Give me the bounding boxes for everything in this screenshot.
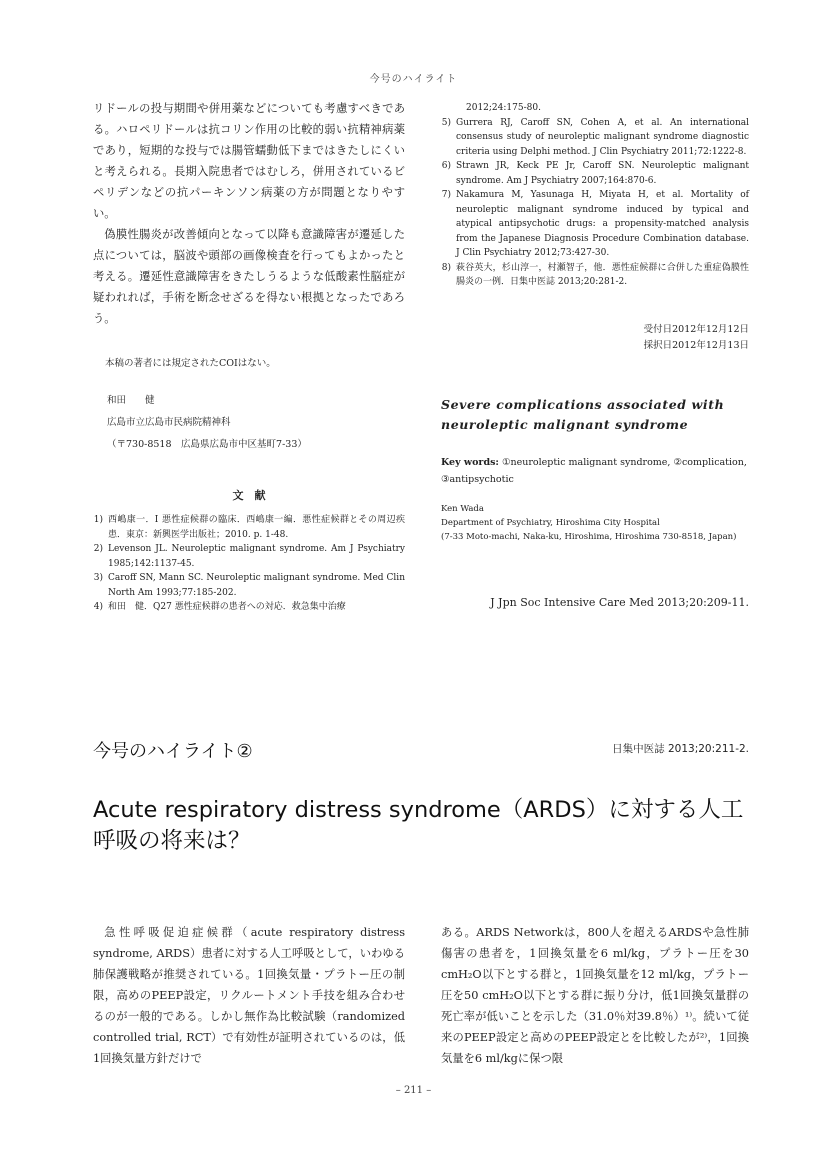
- coi-statement: 本稿の著者には規定されたCOIはない。: [105, 358, 276, 369]
- reference-item: 4) 和田 健．Q27 悪性症候群の患者への対応．救急集中治療: [93, 602, 346, 612]
- article-right-column: [441, 922, 749, 1069]
- left-body-text: [93, 98, 405, 329]
- author-block: [107, 390, 407, 456]
- reference-item: 8) 萩谷英大，杉山淳一，村瀬智子，他．悪性症候群に合併した重症偽膜性腸炎の一例．日集中医誌 2013;20:281-2.: [441, 262, 749, 287]
- english-author-address: (7-33 Moto-machi, Naka-ku, Hiroshima, Hiroshima 730-8518, Japan): [441, 532, 737, 542]
- references-list-left: [93, 513, 405, 615]
- keywords-label: Key words:: [441, 457, 499, 468]
- references-heading: 文 献: [232, 489, 266, 502]
- english-author-dept: Department of Psychiatry, Hiroshima City Hospital: [441, 518, 660, 528]
- page-number: – 211 –: [395, 1085, 432, 1096]
- references-list-right: [441, 101, 749, 290]
- english-author-name: Ken Wada: [441, 504, 484, 514]
- reference-item: 6) Strawn JR, Keck PE Jr, Caroff SN. Neuroleptic malignant syndrome. Am J Psychiatry 2007;164:870-6.: [441, 161, 749, 186]
- english-title: Severe complications associated with neuroleptic malignant syndrome: [441, 397, 725, 432]
- journal-citation: J Jpn Soc Intensive Care Med 2013;20:209-11.: [490, 596, 749, 609]
- reference-item: 2) Levenson JL. Neuroleptic malignant syndrome. Am J Psychiatry 1985;142:1137-45.: [93, 544, 405, 569]
- article-left-column: [93, 922, 405, 1069]
- reference-item: 5) Gurrera RJ, Caroff SN, Cohen A, et al. An international consensus study of neuroleptic malignant syndrome diagnostic criteria using Delphi method. J Clin Psychiatry 2011;72:1222-8.: [441, 117, 749, 157]
- reference-item: 3) Caroff SN, Mann SC. Neuroleptic malignant syndrome. Med Clin North Am 1993;77:185-202.: [93, 573, 405, 598]
- author-name: 和田 健: [107, 395, 155, 406]
- english-author-block: [441, 502, 749, 544]
- received-date: 受付日2012年12月12日: [643, 324, 749, 335]
- keywords: [441, 454, 749, 488]
- author-affiliation: 広島市立広島市民病院精神科: [107, 417, 231, 428]
- accepted-date: 採択日2012年12月13日: [643, 340, 749, 351]
- left-paragraph-2: 偽膜性腸炎が改善傾向となって以降も意識障害が遷延した点については，脳波や頭部の画像検査を行ってもよかったと考える。遷延性意識障害をきたしうるような低酸素性脳症が疑われれば，手術を断念せざるを得ない根拠となったであろう。: [93, 228, 405, 325]
- running-head: 今号のハイライト: [369, 74, 458, 85]
- reference-item: 1) 西嶋康一．Ⅰ 悪性症候群の臨床．西嶋康一編．悪性症候群とその周辺疾患．東京：新興医学出版社；2010. p. 1-48.: [93, 515, 405, 540]
- reference-item: 2012;24:175-80.: [466, 103, 541, 113]
- section-citation: 日集中医誌 2013;20:211-2.: [612, 743, 749, 755]
- article-title: Acute respiratory distress syndrome（ARDS）に対する人工呼吸の将来は？: [93, 797, 744, 854]
- article-left-paragraph: 急性呼吸促迫症候群（acute respiratory distress syndrome, ARDS）患者に対する人工呼吸として，いわゆる肺保護戦略が推奨されている。1回換気量・プラトー圧の制限，高めのPEEP設定，リクルートメント手技を組み合わせるのが一般的である。しかし無作為比較試験（randomized controlled trial, RCT）で有効性が証明されているのは，低1回換気量方針だけで: [93, 926, 405, 1065]
- keywords-text: ①neuroleptic malignant syndrome, ②complication, ③antipsychotic: [441, 457, 747, 485]
- author-address: （〒730-8518 広島県広島市中区基町7-33）: [107, 439, 307, 450]
- section-heading: 今号のハイライト②: [93, 741, 253, 762]
- left-paragraph-1: リドールの投与期間や併用薬などについても考慮すべきである。ハロペリドールは抗コリン作用の比較的弱い抗精神病薬であり，短期的な投与では腸管蠕動低下まではきたしにくいと考えられる。長期入院患者ではむしろ，併用されているビペリデンなどの抗パーキンソン病薬の方が問題となりやすい。: [93, 102, 405, 220]
- reference-item: 7) Nakamura M, Yasunaga H, Miyata H, et al. Mortality of neuroleptic malignant syndrome induced by typical and atypical antipsychotic drugs: a propensity-matched analysis from the Japanese Diagnosis Procedure Combination database. J Clin Psychiatry 2012;73:427-30.: [441, 190, 749, 258]
- article-right-paragraph: ある。ARDS Networkは，800人を超えるARDSや急性肺傷害の患者を，1回換気量を6 ml/kg，プラトー圧を30 cmH₂O以下とする群と，1回換気量を12 ml/kg，プラトー圧を50 cmH₂O以下とする群に振り分け，低1回換気量群の死亡率が低いことを示した（31.0％対39.8％）¹⁾。続いて従来のPEEP設定と高めのPEEP設定とを比較したが²⁾，1回換気量を6 ml/kgに保つ限: [441, 926, 749, 1065]
- dates-block: [644, 322, 749, 354]
